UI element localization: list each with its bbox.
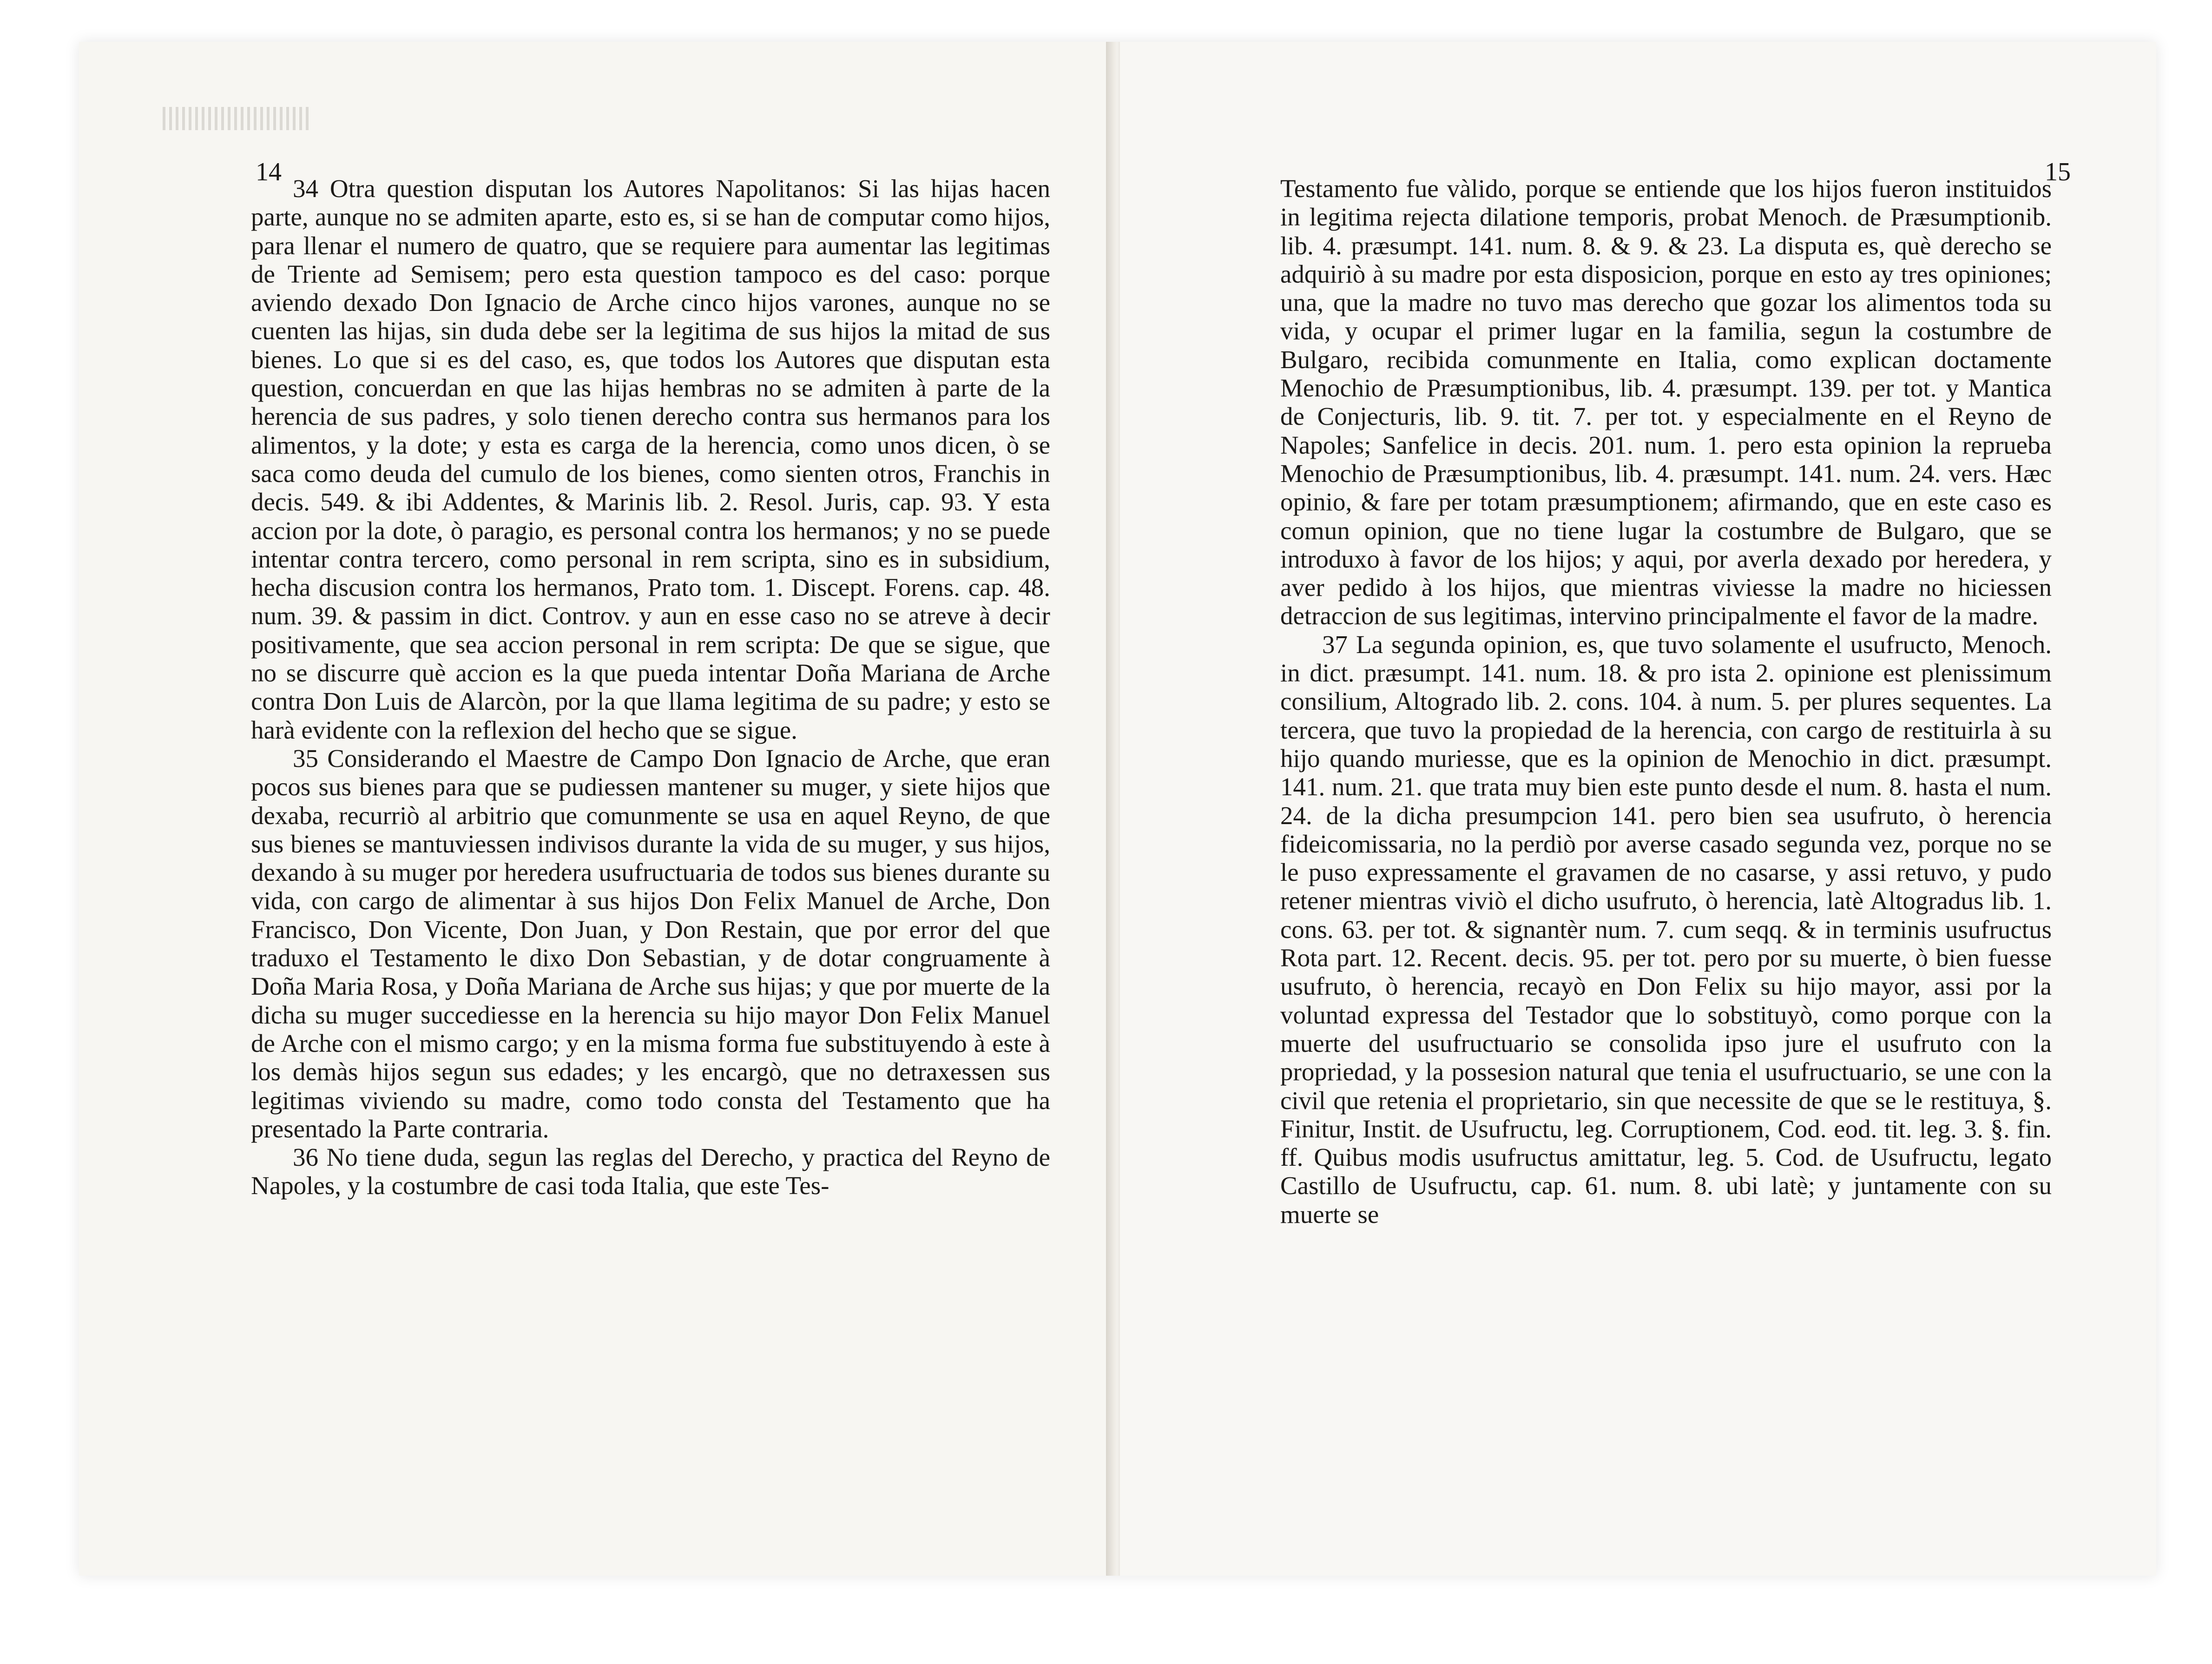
paragraph-37: 37 La segunda opinion, es, que tuvo solamente el usufructo, Menoch. in dict. præsumpt. 141. num. 18. & pro ista 2. opinione est plenissimum consilium, Altogrado lib. 2. cons. 104. à num. 5. per plures sequentes. La tercera, que tuvo la propiedad de la herencia, con cargo de restituirla à su hijo quando muriesse, que es la opinion de Menochio in dict. præsumpt. 141. num. 21. que trata muy bien este punto desde el num. 8. hasta el num. 24. de la dicha presumpcion 141. pero bien sea usufruto, ò herencia fideicomissaria, no la perdiò por averse casado segunda vez, porque no se le puso expressamente el gravamen de no casarse, y assi retuvo, y pudo retener mientras viviò el dicho usufruto, ò herencia, latè Altogradus lib. 1. cons. 63. per tot. & signantèr num. 7. cum seqq. & in terminis usufructus Rota part. 12. Recent. decis. 95. per tot. pero por su muerte, ò bien fuesse usufruto, ò herencia, recayò en Don Felix su hijo mayor, assi por la voluntad expressa del Testador que lo sobstituyò, como porque con la muerte del usufructuario se consolida ipso jure el usufruto con la propriedad, y la possesion natural que tenia el usufructuario, se une con la civil que retenia el proprietario, sin que necessite de que se le restituya, §. Finitur, Instit. de Usufructu, leg. Corruptionem, Cod. eod. tit. leg. 3. §. fin. ff. Quibus modis usufructus amittatur, leg. 5. Cod. de Usufructu, legato Castillo de Usufructu, cap. 61. num. 8. ubi latè; y juntamente con su muerte se: [1280, 630, 2052, 1228]
paragraph-36: 36 No tiene duda, segun las reglas del Derecho, y practica del Reyno de Napoles, y la costumbre de casi toda Italia, que este Tes-: [251, 1143, 1050, 1200]
page-number-left: 14: [256, 158, 282, 186]
paragraph-35: 35 Considerando el Maestre de Campo Don Ignacio de Arche, que eran pocos sus bienes para que se pudiessen mantener su muger, y siete hijos que dexaba, recurriò al arbitrio que comunmente se usa en aquel Reyno, de que sus bienes se mantuviessen indivisos durante la vida de su muger, y sus hijos, dexando à su muger por heredera usufructuaria de todos sus bienes durante su vida, con cargo de alimentar à sus hijos Don Felix Manuel de Arche, Don Francisco, Don Vicente, Don Juan, y Don Restain, que por error del que traduxo el Testamento le dixo Don Sebastian, y de dotar congruamente à Doña Maria Rosa, y Doña Mariana de Arche sus hijas; y que por muerte de la dicha su muger succediesse en la herencia su hijo mayor Don Felix Manuel de Arche con el mismo cargo; y en la misma forma fue substituyendo à este à los demàs hijos segun sus edades; y les encargò, que no detraxessen sus legitimas viviendo su madre, como todo consta del Testamento que ha presentado la Parte contraria.: [251, 744, 1050, 1143]
right-page-text: [1280, 174, 2052, 1228]
ink-smudge: [163, 107, 311, 130]
right-page: [1120, 42, 2156, 1576]
paragraph-34: 34 Otra question disputan los Autores Napolitanos: Si las hijas hacen parte, aunque no se admiten aparte, esto es, si se han de computar como hijos, para llenar el numero de quatro, que se requiere para aumentar las legitimas de Triente ad Semisem; pero esta question tampoco es del caso: porque aviendo dexado Don Ignacio de Arche cinco hijos varones, aunque no se cuenten las hijas, sin duda debe ser la legitima de sus hijos la mitad de sus bienes. Lo que si es del caso, es, que todos los Autores que disputan esta question, concuerdan en que las hijas hembras no se admiten à parte de la herencia de sus padres, y solo tienen derecho contra sus hermanos para los alimentos, y la dote; y esta es carga de la herencia, como unos dicen, ò se saca como deuda del cumulo de los bienes, como sienten otros, Franchis in decis. 549. & ibi Addentes, & Marinis lib. 2. Resol. Juris, cap. 93. Y esta accion por la dote, ò paragio, es personal contra los hermanos; y no se puede intentar contra tercero, como personal in rem scripta, sino es in subsidium, hecha discusion contra los hermanos, Prato tom. 1. Discept. Forens. cap. 48. num. 39. & passim in dict. Controv. y aun en esse caso no se atreve à decir positivamente, que sea accion personal in rem scripta: De que se sigue, que no se discurre què accion es la que pueda intentar Doña Mariana de Arche contra Don Luis de Alarcòn, por la que llama legitima de su padre; y esto se harà evidente con la reflexion del hecho que se sigue.: [251, 174, 1050, 744]
left-page-text: [251, 174, 1050, 1200]
paragraph-36-continued: Testamento fue vàlido, porque se entiende que los hijos fueron instituidos in legitima rejecta dilatione temporis, probat Menoch. de Præsumptionib. lib. 4. præsumpt. 141. num. 8. & 9. & 23. La disputa es, què derecho se adquiriò à su madre por esta disposicion, porque en esto ay tres opiniones; una, que la madre no tuvo mas derecho que gozar los alimentos toda su vida, y ocupar el primer lugar en la familia, segun la costumbre de Bulgaro, recibida comunmente en Italia, como explican doctamente Menochio de Præsumptionibus, lib. 4. præsumpt. 139. per tot. y Mantica de Conjecturis, lib. 9. tit. 7. per tot. y especialmente en el Reyno de Napoles; Sanfelice in decis. 201. num. 1. pero esta opinion la reprueba Menochio de Præsumptionibus, lib. 4. præsumpt. 141. num. 24. vers. Hæc opinio, & fare per totam præsumptionem; afirmando, que en este caso es comun opinion, que no tiene lugar la costumbre de Bulgaro, que se introduxo à favor de los hijos; y aqui, por averla dexado por heredera, y aver pedido à los hijos, que mientras viviesse la madre no hiciessen detraccion de sus legitimas, intervino principalmente el favor de la madre.: [1280, 174, 2052, 630]
left-page: [79, 42, 1112, 1576]
page-number-right: 15: [2045, 158, 2071, 186]
